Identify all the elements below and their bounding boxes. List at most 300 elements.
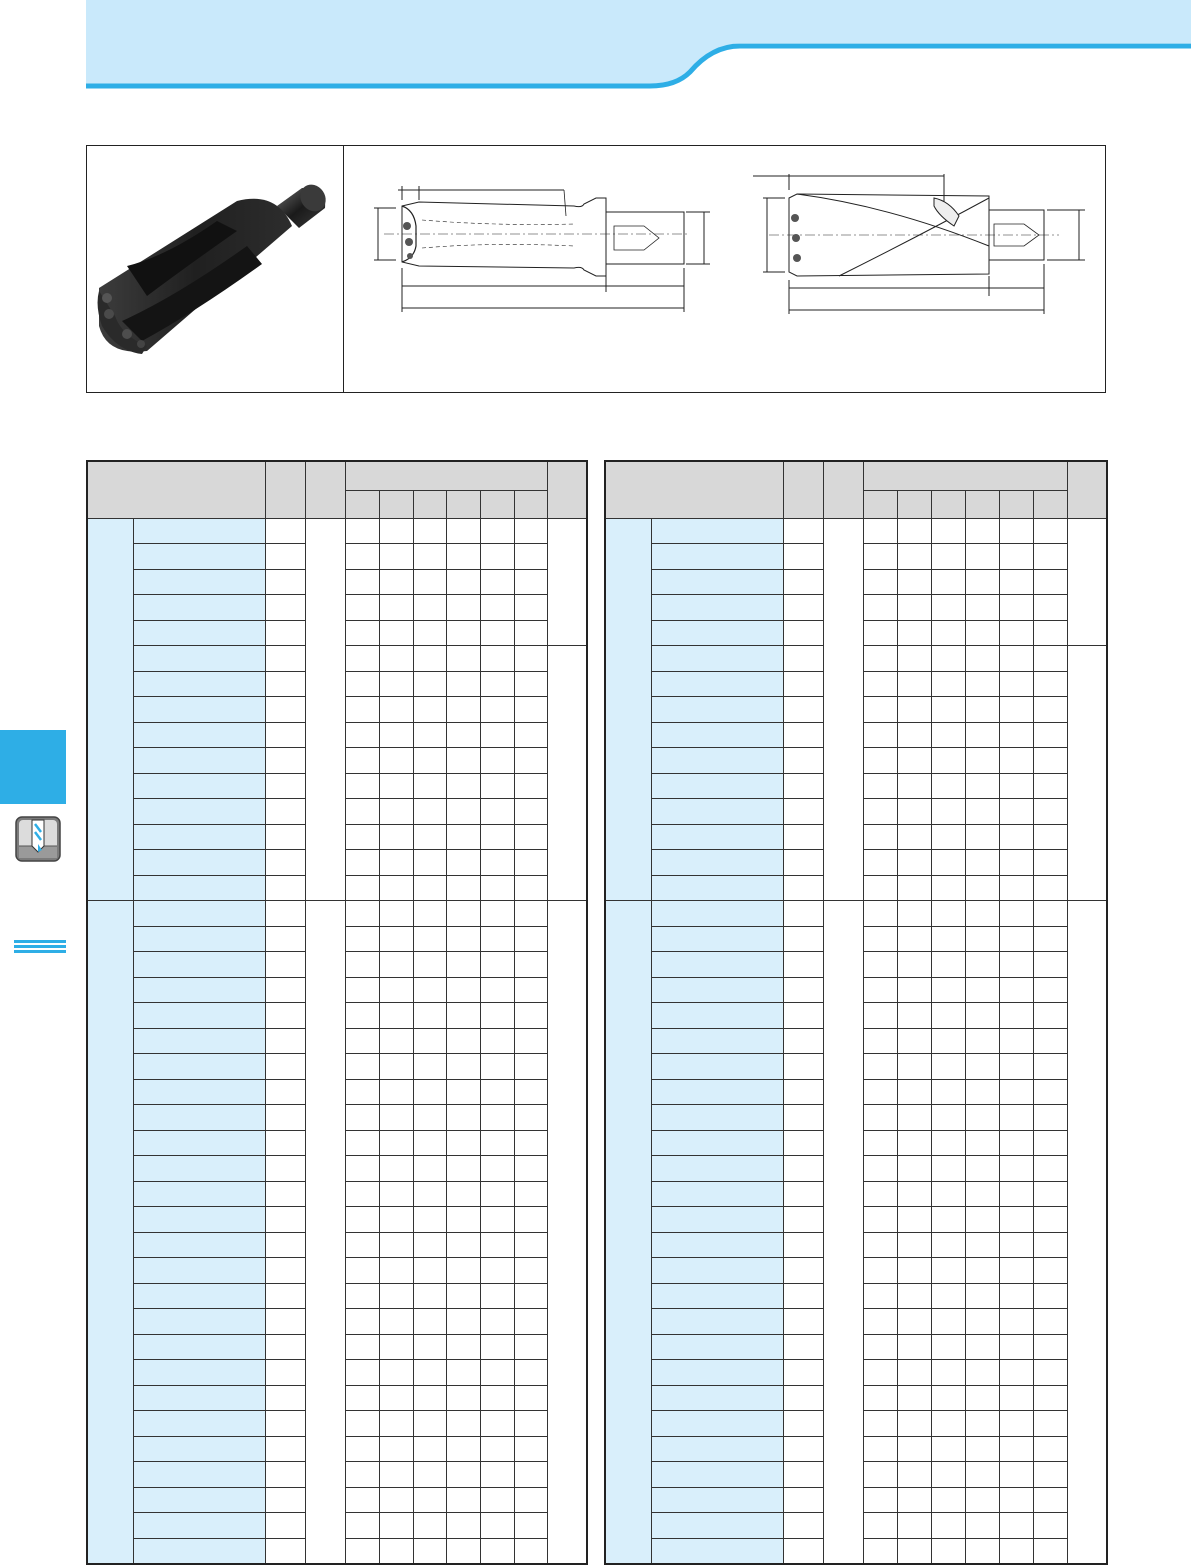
dimension-cell <box>446 952 480 978</box>
col-a-cell <box>265 518 305 544</box>
dimension-cell <box>965 901 999 927</box>
col-a-cell <box>265 1028 305 1054</box>
dimension-cell <box>931 1181 965 1207</box>
dimension-cell <box>897 518 931 544</box>
dimension-cell <box>446 595 480 621</box>
dimension-cell <box>999 1156 1033 1182</box>
dimension-cell <box>480 799 514 825</box>
dimension-cell <box>863 1309 897 1335</box>
designation-cell <box>651 1054 783 1080</box>
designation-cell <box>651 1436 783 1462</box>
dimension-cell <box>514 1105 547 1131</box>
dimension-cell <box>379 773 413 799</box>
designation-cell <box>133 1156 265 1182</box>
dimension-cell <box>446 722 480 748</box>
designation-cell <box>133 1054 265 1080</box>
designation-cell <box>133 926 265 952</box>
dimension-cell <box>446 518 480 544</box>
col-a-cell <box>783 1334 823 1360</box>
dimension-cell <box>413 1003 446 1029</box>
dimension-cell <box>965 1181 999 1207</box>
dimension-cell <box>931 977 965 1003</box>
dimension-cell <box>446 646 480 672</box>
section-tab[interactable] <box>0 730 66 804</box>
designation-cell <box>133 1334 265 1360</box>
dimension-cell <box>897 1360 931 1386</box>
dimension-cell <box>480 697 514 723</box>
dimension-cell <box>446 1258 480 1284</box>
dimension-cell <box>413 1028 446 1054</box>
dimension-cell <box>480 773 514 799</box>
dimension-cell <box>999 671 1033 697</box>
designation-cell <box>133 671 265 697</box>
dimension-cell <box>999 1538 1033 1564</box>
dimension-cell <box>345 1054 379 1080</box>
designation-cell <box>133 824 265 850</box>
dimension-cell <box>931 1105 965 1131</box>
designation-cell <box>133 1462 265 1488</box>
indexable-drill-photo <box>87 146 343 392</box>
dimension-cell <box>514 1487 547 1513</box>
dimension-cell <box>446 1028 480 1054</box>
dimension-cell <box>965 671 999 697</box>
dimension-cell <box>446 875 480 901</box>
dimension-cell <box>1033 1411 1067 1437</box>
dimension-cell <box>863 977 897 1003</box>
dimension-cell <box>514 671 547 697</box>
dimension-cell <box>514 824 547 850</box>
dimension-cell <box>999 646 1033 672</box>
dimension-cell <box>1033 1181 1067 1207</box>
dimension-cell <box>446 748 480 774</box>
dimension-cell <box>1033 1538 1067 1564</box>
dimension-cell <box>514 977 547 1003</box>
dimension-cell <box>446 824 480 850</box>
col-a-cell <box>265 697 305 723</box>
designation-cell <box>133 875 265 901</box>
col-a-cell <box>783 722 823 748</box>
dimension-cell <box>931 1130 965 1156</box>
dimension-cell <box>379 850 413 876</box>
col-a-cell <box>265 1436 305 1462</box>
dimension-cell <box>863 569 897 595</box>
table-row <box>87 518 587 544</box>
dimension-cell <box>413 1181 446 1207</box>
header-col-b <box>305 461 345 518</box>
dimension-cell <box>379 952 413 978</box>
col-a-cell <box>783 1411 823 1437</box>
col-a-cell <box>783 646 823 672</box>
dimension-cell <box>897 1487 931 1513</box>
designation-cell <box>651 799 783 825</box>
dimension-cell <box>514 646 547 672</box>
designation-cell <box>651 1513 783 1539</box>
dimension-cell <box>480 1258 514 1284</box>
dimension-cell <box>379 1436 413 1462</box>
dimension-cell <box>345 824 379 850</box>
dimension-cell <box>379 824 413 850</box>
designation-cell <box>133 518 265 544</box>
dimension-cell <box>379 1462 413 1488</box>
dimension-cell <box>345 1385 379 1411</box>
dimension-cell <box>863 722 897 748</box>
designation-cell <box>133 1079 265 1105</box>
col-a-cell <box>265 1513 305 1539</box>
dimension-cell <box>345 977 379 1003</box>
designation-cell <box>651 875 783 901</box>
col-a-cell <box>783 926 823 952</box>
designation-cell <box>651 1309 783 1335</box>
dimension-cell <box>1033 926 1067 952</box>
designation-cell <box>651 1232 783 1258</box>
dimension-cell <box>1033 824 1067 850</box>
dimension-cell <box>965 799 999 825</box>
dimension-cell <box>965 544 999 570</box>
dimension-cell <box>446 799 480 825</box>
dimension-cell <box>863 671 897 697</box>
dimension-cell <box>965 850 999 876</box>
dimension-cell <box>514 799 547 825</box>
col-a-cell <box>783 1283 823 1309</box>
dimension-cell <box>345 1207 379 1233</box>
col-a-cell <box>265 901 305 927</box>
dimension-cell <box>514 544 547 570</box>
dimension-cell <box>514 595 547 621</box>
dimension-cell <box>379 646 413 672</box>
dimension-cell <box>1033 595 1067 621</box>
col-a-cell <box>783 1079 823 1105</box>
dimension-cell <box>345 1411 379 1437</box>
col-a-cell <box>783 1207 823 1233</box>
col-a-cell <box>265 1360 305 1386</box>
designation-cell <box>133 1309 265 1335</box>
dimension-cell <box>379 1487 413 1513</box>
dimension-cell <box>345 722 379 748</box>
dimension-cell <box>480 1309 514 1335</box>
designation-cell <box>651 1411 783 1437</box>
dimension-cell <box>514 875 547 901</box>
dimension-cell <box>965 1411 999 1437</box>
dimension-cell <box>514 926 547 952</box>
col-a-cell <box>265 1334 305 1360</box>
dimension-cell <box>1033 977 1067 1003</box>
dimension-cell <box>480 1283 514 1309</box>
dimension-cell <box>863 773 897 799</box>
dimension-cell <box>446 850 480 876</box>
col-a-cell <box>265 1411 305 1437</box>
col-a-cell <box>783 748 823 774</box>
header-dim-2 <box>379 490 413 518</box>
header-dim-2 <box>897 490 931 518</box>
dimension-cell <box>379 1538 413 1564</box>
dimension-cell <box>345 799 379 825</box>
dimension-cell <box>345 1105 379 1131</box>
dimension-cell <box>897 595 931 621</box>
dimension-cell <box>514 1207 547 1233</box>
col-b-cell <box>823 901 863 1564</box>
dimension-cell <box>931 1232 965 1258</box>
dimension-cell <box>965 1028 999 1054</box>
dimension-cell <box>897 1232 931 1258</box>
col-a-cell <box>783 1385 823 1411</box>
insert-cell <box>547 901 587 1564</box>
dimension-cell <box>863 646 897 672</box>
dimension-cell <box>480 1054 514 1080</box>
dimension-cell <box>999 1079 1033 1105</box>
dimension-cell <box>413 1130 446 1156</box>
designation-cell <box>651 748 783 774</box>
dimension-cell <box>897 620 931 646</box>
dimension-cell <box>1033 1462 1067 1488</box>
col-a-cell <box>783 1258 823 1284</box>
dimension-cell <box>514 850 547 876</box>
dimension-cell <box>379 977 413 1003</box>
designation-cell <box>133 901 265 927</box>
dimension-cell <box>931 901 965 927</box>
dimension-cell <box>931 569 965 595</box>
dimension-cell <box>345 1028 379 1054</box>
dimension-cell <box>480 926 514 952</box>
dimension-cell <box>413 1513 446 1539</box>
dimension-cell <box>897 1513 931 1539</box>
dimension-cell <box>1033 646 1067 672</box>
dimension-cell <box>379 1334 413 1360</box>
dimension-cell <box>863 1538 897 1564</box>
col-a-cell <box>265 1309 305 1335</box>
designation-cell <box>133 952 265 978</box>
dimension-cell <box>345 1360 379 1386</box>
dimension-cell <box>863 620 897 646</box>
table-row <box>87 901 587 927</box>
header-dim-4 <box>965 490 999 518</box>
dimension-cell <box>931 799 965 825</box>
dimension-cell <box>514 1156 547 1182</box>
section-stripes <box>14 940 66 956</box>
dimension-cell <box>931 1513 965 1539</box>
dimension-cell <box>446 1334 480 1360</box>
dimension-cell <box>931 748 965 774</box>
dimension-cell <box>413 1436 446 1462</box>
dimension-cell <box>897 671 931 697</box>
designation-cell <box>651 926 783 952</box>
designation-cell <box>651 1487 783 1513</box>
dimension-cell <box>446 901 480 927</box>
header-dim-6 <box>1033 490 1067 518</box>
col-a-cell <box>783 544 823 570</box>
dimension-cell <box>345 620 379 646</box>
dimension-cell <box>1033 1105 1067 1131</box>
designation-cell <box>133 1130 265 1156</box>
designation-cell <box>651 1283 783 1309</box>
dimension-cell <box>999 952 1033 978</box>
dimension-cell <box>514 1436 547 1462</box>
dimension-cell <box>965 1487 999 1513</box>
dimension-cell <box>446 1385 480 1411</box>
dimension-cell <box>446 926 480 952</box>
col-a-cell <box>783 1028 823 1054</box>
dimension-cell <box>931 952 965 978</box>
dimension-cell <box>345 697 379 723</box>
dimension-cell <box>345 875 379 901</box>
dimension-cell <box>999 1462 1033 1488</box>
dimension-cell <box>863 901 897 927</box>
dimension-cell <box>965 620 999 646</box>
header-dim-1 <box>863 490 897 518</box>
dimension-cell <box>345 518 379 544</box>
dimension-cell <box>446 1003 480 1029</box>
designation-cell <box>133 1003 265 1029</box>
dimension-cell <box>863 1436 897 1462</box>
dimension-cell <box>413 1309 446 1335</box>
dimension-cell <box>1033 544 1067 570</box>
dimension-cell <box>480 1105 514 1131</box>
dimension-cell <box>514 1334 547 1360</box>
dimension-cell <box>965 1334 999 1360</box>
dimension-cell <box>931 518 965 544</box>
dimension-cell <box>379 901 413 927</box>
dimension-cell <box>897 748 931 774</box>
dimension-cell <box>446 1156 480 1182</box>
header-col-b <box>823 461 863 518</box>
product-panel <box>86 145 1106 393</box>
dimension-cell <box>1033 1334 1067 1360</box>
dimension-cell <box>863 1156 897 1182</box>
designation-cell <box>133 773 265 799</box>
dimension-cell <box>931 875 965 901</box>
col-a-cell <box>265 1105 305 1131</box>
dimension-cell <box>931 1207 965 1233</box>
dimension-cell <box>514 1538 547 1564</box>
dimension-cell <box>965 926 999 952</box>
dimension-cell <box>480 1232 514 1258</box>
dimension-cell <box>965 722 999 748</box>
dimension-cell <box>965 748 999 774</box>
designation-cell <box>651 1538 783 1564</box>
dimension-cell <box>999 824 1033 850</box>
dimension-cell <box>514 1283 547 1309</box>
dimension-cell <box>863 697 897 723</box>
dimension-cell <box>931 1385 965 1411</box>
designation-cell <box>651 850 783 876</box>
dimension-cell <box>999 620 1033 646</box>
dimension-cell <box>863 850 897 876</box>
dimension-cell <box>480 1487 514 1513</box>
col-a-cell <box>265 722 305 748</box>
dimension-cell <box>345 926 379 952</box>
dimension-cell <box>965 952 999 978</box>
dimension-cell <box>1033 697 1067 723</box>
dimension-cell <box>446 697 480 723</box>
dimension-cell <box>863 1334 897 1360</box>
dimension-cell <box>514 722 547 748</box>
dimension-cell <box>863 1130 897 1156</box>
dimension-cell <box>446 1513 480 1539</box>
designation-cell <box>133 1411 265 1437</box>
dimension-cell <box>863 1003 897 1029</box>
dimension-cell <box>514 620 547 646</box>
dimension-cell <box>514 1079 547 1105</box>
dimension-cell <box>965 1207 999 1233</box>
dimension-cell <box>480 1436 514 1462</box>
dimension-cell <box>999 722 1033 748</box>
drawing-cell <box>344 146 1105 392</box>
dimension-cell <box>379 1385 413 1411</box>
dimension-cell <box>345 1258 379 1284</box>
designation-cell <box>651 722 783 748</box>
dimension-cell <box>379 1130 413 1156</box>
header-insert <box>1067 461 1107 518</box>
col-a-cell <box>783 569 823 595</box>
dimension-cell <box>965 646 999 672</box>
dimension-cell <box>446 1079 480 1105</box>
col-a-cell <box>265 671 305 697</box>
dimension-cell <box>379 1028 413 1054</box>
col-a-cell <box>265 595 305 621</box>
col-a-cell <box>265 952 305 978</box>
dimension-cell <box>897 799 931 825</box>
dimension-cell <box>413 671 446 697</box>
dimension-cell <box>999 1411 1033 1437</box>
dimension-cell <box>514 1462 547 1488</box>
designation-cell <box>133 1487 265 1513</box>
col-a-cell <box>783 1487 823 1513</box>
dimension-cell <box>345 773 379 799</box>
col-a-cell <box>783 1003 823 1029</box>
dimension-cell <box>863 1360 897 1386</box>
header-col-a <box>265 461 305 518</box>
dimension-cell <box>514 773 547 799</box>
dimension-cell <box>897 1385 931 1411</box>
dimension-cell <box>345 1513 379 1539</box>
dimension-cell <box>345 1283 379 1309</box>
dimension-cell <box>897 850 931 876</box>
dimension-cell <box>999 1003 1033 1029</box>
dimension-cell <box>379 1283 413 1309</box>
drill-dimension-drawing-flanged <box>344 146 724 392</box>
header-dim-6 <box>514 490 547 518</box>
col-a-cell <box>265 620 305 646</box>
col-a-cell <box>783 1513 823 1539</box>
dimension-cell <box>897 722 931 748</box>
dimension-cell <box>379 1411 413 1437</box>
col-b-cell <box>305 518 345 901</box>
dimension-cell <box>413 1334 446 1360</box>
dimension-cell <box>931 1411 965 1437</box>
dimension-cell <box>480 1538 514 1564</box>
col-a-cell <box>265 1385 305 1411</box>
designation-cell <box>651 595 783 621</box>
dimension-cell <box>413 620 446 646</box>
col-a-cell <box>265 1487 305 1513</box>
dimension-cell <box>931 926 965 952</box>
designation-cell <box>651 518 783 544</box>
dimension-cell <box>931 1054 965 1080</box>
designation-cell <box>133 799 265 825</box>
col-a-cell <box>783 1054 823 1080</box>
dimension-cell <box>1033 773 1067 799</box>
dimension-cell <box>379 569 413 595</box>
dimension-cell <box>413 697 446 723</box>
header-dim-4 <box>446 490 480 518</box>
dimension-cell <box>379 544 413 570</box>
dimension-cell <box>965 1360 999 1386</box>
col-a-cell <box>265 1079 305 1105</box>
dimension-cell <box>999 1513 1033 1539</box>
dimension-cell <box>480 850 514 876</box>
col-a-cell <box>783 875 823 901</box>
col-a-cell <box>265 646 305 672</box>
dimension-cell <box>379 1360 413 1386</box>
